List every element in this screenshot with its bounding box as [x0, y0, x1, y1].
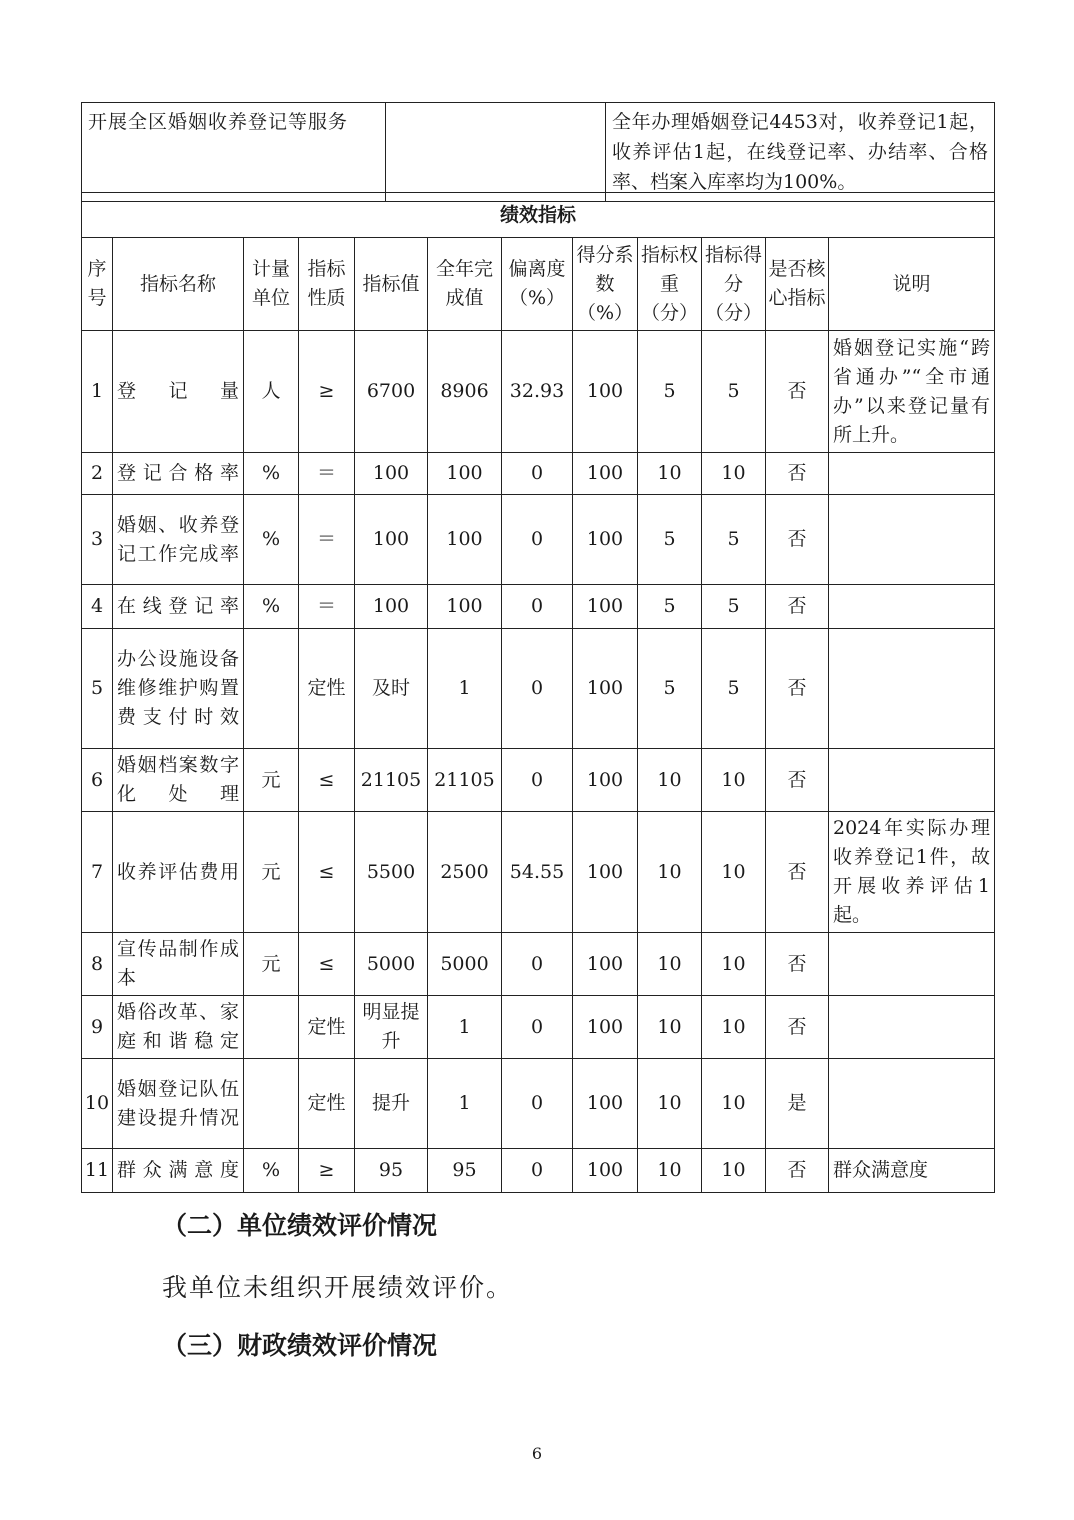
cell-actual: 100 — [428, 495, 502, 585]
cell-unit: 元 — [244, 812, 299, 933]
cell-nature: 定性 — [299, 629, 355, 749]
header-name: 指标名称 — [113, 238, 244, 331]
cell-coef: 100 — [573, 1059, 638, 1149]
cell-actual: 100 — [428, 453, 502, 495]
cell-actual: 1 — [428, 1059, 502, 1149]
cell-name: 收养评估费用 — [113, 812, 244, 933]
cell-no: 9 — [82, 996, 113, 1059]
cell-nature: 定性 — [299, 1059, 355, 1149]
cell-core: 否 — [766, 749, 829, 812]
cell-target: 提升 — [355, 1059, 428, 1149]
cell-deviation: 0 — [502, 749, 573, 812]
header-target: 指标值 — [355, 238, 428, 331]
table-title: 绩效指标 — [82, 193, 995, 238]
page-number: 6 — [531, 1444, 543, 1463]
task-result-cell: 全年办理婚姻登记4453对，收养登记1起，收养评估1起，在线登记率、办结率、合格率、档案入库率均为100%。 — [606, 103, 995, 202]
table-row — [82, 749, 995, 812]
cell-coef: 100 — [573, 495, 638, 585]
cell-actual: 1 — [428, 629, 502, 749]
cell-note — [829, 996, 995, 1059]
header-deviation: 偏离度（%） — [502, 238, 573, 331]
cell-deviation: 0 — [502, 996, 573, 1059]
cell-no: 5 — [82, 629, 113, 749]
cell-core: 否 — [766, 812, 829, 933]
header-actual: 全年完成值 — [428, 238, 502, 331]
cell-core: 是 — [766, 1059, 829, 1149]
cell-target: 明显提升 — [355, 996, 428, 1059]
header-nature: 指标性质 — [299, 238, 355, 331]
cell-note — [829, 933, 995, 996]
cell-deviation: 32.93 — [502, 331, 573, 453]
cell-actual: 5000 — [428, 933, 502, 996]
performance-indicator-table — [81, 192, 995, 1193]
cell-target: 6700 — [355, 331, 428, 453]
cell-no: 11 — [82, 1149, 113, 1193]
cell-nature: 定性 — [299, 996, 355, 1059]
cell-no: 6 — [82, 749, 113, 812]
cell-note: 婚姻登记实施“跨省通办”“全市通办”以来登记量有所上升。 — [829, 331, 995, 453]
cell-name: 在线登记率 — [113, 585, 244, 629]
cell-score: 5 — [702, 331, 766, 453]
cell-actual: 95 — [428, 1149, 502, 1193]
cell-nature: ＝ — [299, 453, 355, 495]
header-note: 说明 — [829, 238, 995, 331]
header-unit: 计量单位 — [244, 238, 299, 331]
cell-note — [829, 1059, 995, 1149]
header-no: 序号 — [82, 238, 113, 331]
cell-name: 登记量 — [113, 331, 244, 453]
cell-score: 5 — [702, 629, 766, 749]
cell-note — [829, 749, 995, 812]
cell-score: 10 — [702, 453, 766, 495]
cell-nature: ＝ — [299, 495, 355, 585]
cell-deviation: 0 — [502, 453, 573, 495]
cell-unit: % — [244, 585, 299, 629]
cell-unit — [244, 996, 299, 1059]
cell-note — [829, 629, 995, 749]
cell-name: 婚姻档案数字化处理 — [113, 749, 244, 812]
cell-coef: 100 — [573, 585, 638, 629]
cell-actual: 100 — [428, 585, 502, 629]
cell-no: 4 — [82, 585, 113, 629]
cell-weight: 5 — [638, 629, 702, 749]
cell-deviation: 0 — [502, 629, 573, 749]
cell-nature: ≥ — [299, 331, 355, 453]
cell-weight: 10 — [638, 749, 702, 812]
cell-weight: 10 — [638, 812, 702, 933]
cell-weight: 10 — [638, 1059, 702, 1149]
cell-nature: ≥ — [299, 1149, 355, 1193]
cell-deviation: 0 — [502, 585, 573, 629]
cell-core: 否 — [766, 629, 829, 749]
cell-weight: 10 — [638, 453, 702, 495]
task-blank-cell — [386, 103, 606, 202]
cell-coef: 100 — [573, 996, 638, 1059]
cell-actual: 21105 — [428, 749, 502, 812]
cell-note: 群众满意度 — [829, 1149, 995, 1193]
cell-no: 1 — [82, 331, 113, 453]
section-3-title: （三）财政绩效评价情况 — [162, 1331, 438, 1360]
cell-deviation: 0 — [502, 1059, 573, 1149]
table-row — [82, 585, 995, 629]
table-row — [82, 331, 995, 453]
cell-score: 10 — [702, 812, 766, 933]
cell-coef: 100 — [573, 629, 638, 749]
table-row — [82, 812, 995, 933]
task-summary-table — [81, 102, 995, 202]
cell-weight: 5 — [638, 331, 702, 453]
cell-target: 21105 — [355, 749, 428, 812]
cell-weight: 10 — [638, 933, 702, 996]
cell-coef: 100 — [573, 812, 638, 933]
cell-nature: ≤ — [299, 749, 355, 812]
cell-name: 婚俗改革、家庭和谐稳定 — [113, 996, 244, 1059]
cell-core: 否 — [766, 453, 829, 495]
cell-target: 100 — [355, 453, 428, 495]
cell-coef: 100 — [573, 331, 638, 453]
table-row — [82, 1149, 995, 1193]
table-row — [82, 453, 995, 495]
cell-name: 群众满意度 — [113, 1149, 244, 1193]
task-name-cell: 开展全区婚姻收养登记等服务 — [82, 103, 386, 202]
table-row — [82, 495, 995, 585]
cell-note — [829, 453, 995, 495]
header-score: 指标得分（分） — [702, 238, 766, 331]
cell-nature: ≤ — [299, 933, 355, 996]
cell-deviation: 54.55 — [502, 812, 573, 933]
task-summary-row — [82, 103, 995, 202]
cell-score: 10 — [702, 1059, 766, 1149]
cell-score: 10 — [702, 933, 766, 996]
cell-core: 否 — [766, 933, 829, 996]
cell-deviation: 0 — [502, 495, 573, 585]
cell-coef: 100 — [573, 1149, 638, 1193]
cell-unit: % — [244, 495, 299, 585]
cell-note — [829, 495, 995, 585]
cell-note: 2024年实际办理收养登记1件，故开展收养评估1起。 — [829, 812, 995, 933]
cell-unit: 人 — [244, 331, 299, 453]
cell-coef: 100 — [573, 453, 638, 495]
cell-unit: 元 — [244, 933, 299, 996]
cell-coef: 100 — [573, 933, 638, 996]
cell-core: 否 — [766, 1149, 829, 1193]
cell-note — [829, 585, 995, 629]
cell-weight: 5 — [638, 495, 702, 585]
table-row — [82, 933, 995, 996]
table-row — [82, 996, 995, 1059]
cell-name: 登记合格率 — [113, 453, 244, 495]
cell-unit: % — [244, 453, 299, 495]
cell-target: 5500 — [355, 812, 428, 933]
cell-deviation: 0 — [502, 1149, 573, 1193]
table-row — [82, 629, 995, 749]
cell-unit: % — [244, 1149, 299, 1193]
header-coef: 得分系数（%） — [573, 238, 638, 331]
cell-actual: 2500 — [428, 812, 502, 933]
cell-name: 婚姻登记队伍建设提升情况 — [113, 1059, 244, 1149]
cell-score: 10 — [702, 1149, 766, 1193]
cell-core: 否 — [766, 996, 829, 1059]
cell-score: 5 — [702, 585, 766, 629]
cell-core: 否 — [766, 585, 829, 629]
header-core: 是否核心指标 — [766, 238, 829, 331]
section-2-text: 我单位未组织开展绩效评价。 — [162, 1273, 514, 1302]
cell-weight: 10 — [638, 1149, 702, 1193]
cell-target: 100 — [355, 495, 428, 585]
cell-weight: 5 — [638, 585, 702, 629]
cell-score: 10 — [702, 749, 766, 812]
cell-score: 10 — [702, 996, 766, 1059]
cell-unit — [244, 629, 299, 749]
cell-no: 3 — [82, 495, 113, 585]
cell-core: 否 — [766, 495, 829, 585]
cell-no: 2 — [82, 453, 113, 495]
cell-nature: ≤ — [299, 812, 355, 933]
cell-name: 宣传品制作成本 — [113, 933, 244, 996]
cell-coef: 100 — [573, 749, 638, 812]
cell-target: 95 — [355, 1149, 428, 1193]
header-row — [82, 238, 995, 331]
table-row — [82, 1059, 995, 1149]
cell-nature: ＝ — [299, 585, 355, 629]
cell-actual: 1 — [428, 996, 502, 1059]
cell-deviation: 0 — [502, 933, 573, 996]
cell-actual: 8906 — [428, 331, 502, 453]
cell-no: 7 — [82, 812, 113, 933]
header-weight: 指标权重（分） — [638, 238, 702, 331]
cell-unit: 元 — [244, 749, 299, 812]
cell-core: 否 — [766, 331, 829, 453]
cell-target: 100 — [355, 585, 428, 629]
cell-weight: 10 — [638, 996, 702, 1059]
cell-no: 8 — [82, 933, 113, 996]
cell-name: 办公设施设备维修维护购置费支付时效 — [113, 629, 244, 749]
cell-name: 婚姻、收养登记工作完成率 — [113, 495, 244, 585]
cell-score: 5 — [702, 495, 766, 585]
section-2-title: （二）单位绩效评价情况 — [162, 1211, 438, 1240]
cell-no: 10 — [82, 1059, 113, 1149]
cell-target: 及时 — [355, 629, 428, 749]
cell-unit — [244, 1059, 299, 1149]
cell-target: 5000 — [355, 933, 428, 996]
